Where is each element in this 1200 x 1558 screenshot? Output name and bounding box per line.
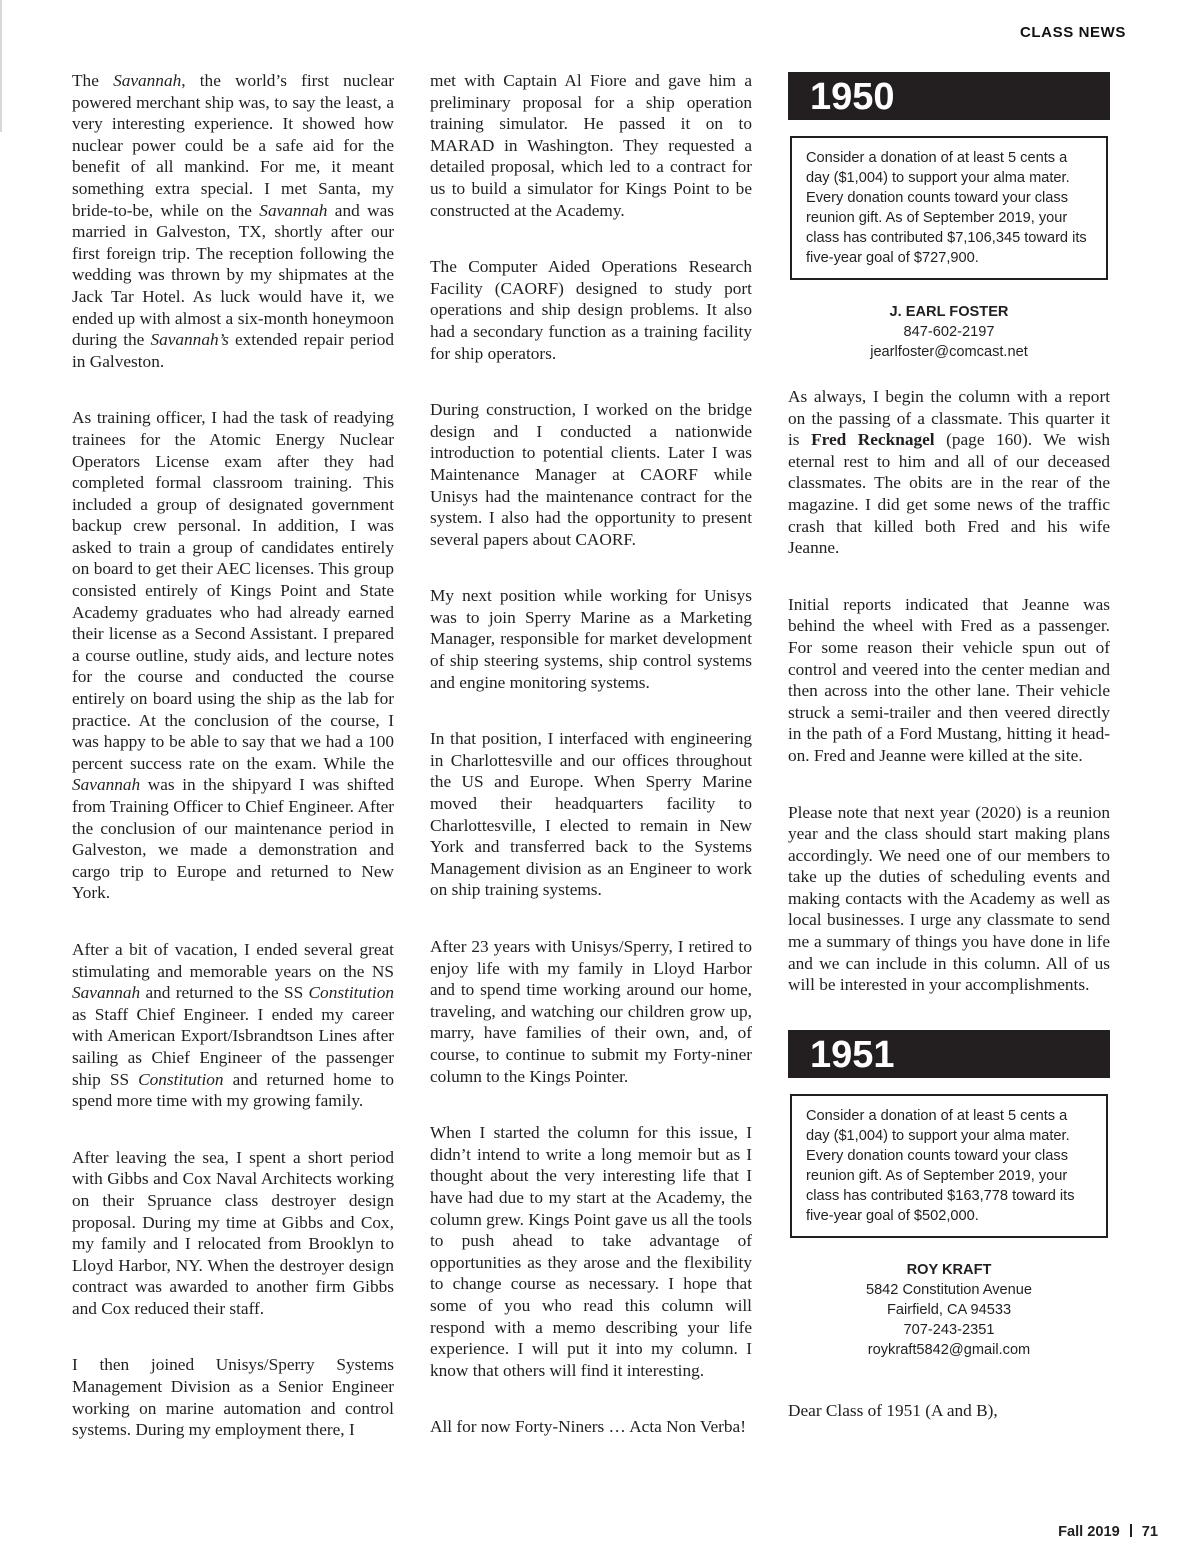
paragraph: The Computer Aided Operations Research Facility (CAORF) designed to study port operations and ship design problems. It also had a secondary function as a training facility for ship operators.	[430, 257, 752, 363]
section-label: CLASS NEWS	[1019, 24, 1126, 41]
paragraph: As always, I begin the column with a report on the passing of a classmate. This quarter it is Fred Recknagel (page 160). We wish eternal rest to him and all of our deceased classmates. The obits are in the rear of the magazine. I did get some news of the traffic crash that killed both Fred and his wife Jeanne.	[788, 387, 1111, 558]
contact-phone: 707-243-2351	[903, 1321, 995, 1338]
class-1950-contact	[788, 302, 1110, 362]
column-1	[72, 70, 394, 1441]
page-edge-mark	[0, 0, 2, 132]
paragraph: After 23 years with Unisys/Sperry, I retired to enjoy life with my family in Lloyd Harbor and to spend time working around our home, traveling, and watching our children grow up, marry, have families of their own, and, of course, to continue to submit my Forty-niner column to the Kings Pointer.	[430, 937, 752, 1086]
contact-address-line-2: Fairfield, CA 94533	[886, 1301, 1012, 1318]
footer-divider	[1130, 1524, 1132, 1537]
contact-phone: 847-602-2197	[903, 324, 995, 340]
class-1950-text	[788, 386, 1110, 996]
contact-email: jearlfoster@comcast.net	[870, 344, 1028, 360]
page-footer	[1058, 1524, 1158, 1540]
issue-label: Fall 2019	[1058, 1524, 1120, 1540]
paragraph: When I started the column for this issue, I didn’t intend to write a long memoir but as I thought about the very interesting life that I have had due to my start at the Academy, the column grew. Kings Point gave us all the tools to push ahead to take advantage of opportunities as they arose and the flexibility to change course as necessary. I hope that some of you who read this column will respond with a memo describing your life experience. I will put it into my column. I know that others will find it interesting.	[430, 1123, 752, 1380]
class-1951-donation-box: Consider a donation of at least 5 cents a day ($1,004) to support your alma mater. Every donation counts toward your class reunion gift. As of September 2019, your class has contributed $163,778 toward its five-year goal of $502,000.	[790, 1094, 1108, 1238]
paragraph: During construction, I worked on the bridge design and I conducted a nationwide introduction to potential clients. Later I was Maintenance Manager at CAORF while Unisys had the maintenance contract for the system. I also had the opportunity to present several papers about CAORF.	[430, 400, 752, 549]
class-1950-heading: 1950	[788, 72, 1110, 120]
contact-email: roykraft5842@gmail.com	[867, 1341, 1031, 1358]
class-1951-heading: 1951	[788, 1030, 1110, 1078]
paragraph: My next position while working for Unisys was to join Sperry Marine as a Marketing Manager, responsible for market development of ship steering systems, ship control systems and engine monitoring systems.	[430, 586, 752, 692]
page-number: 71	[1141, 1524, 1158, 1540]
contact-name: J. EARL FOSTER	[889, 304, 1009, 320]
paragraph: As training officer, I had the task of readying trainees for the Atomic Energy Nuclear Operators License exam after they had completed formal classroom training. This included a group of designated government backup crew personal. In addition, I was asked to train a group of candidates entirely on board to get their AEC licenses. This group consisted entirely of Kings Point and State Academy graduates who had already earned their license as a Second Assistant. I prepared a course outline, study aids, and lecture notes for the course and conducted the course entirely on board using the ship as the lab for practice. At the conclusion of the course, I was happy to be able to say that we had a 100 percent success rate on the exam. While the Savannah was in the shipyard I was shifted from Training Officer to Chief Engineer. After the conclusion of our maintenance period in Galveston, we made a demonstration and cargo trip to Europe and returned to New York.	[72, 408, 394, 903]
class-1951-contact	[788, 1260, 1110, 1360]
contact-name: ROY KRAFT	[906, 1261, 992, 1278]
paragraph: All for now Forty-Niners … Acta Non Verba!	[430, 1417, 746, 1437]
contact-address-line-1: 5842 Constitution Avenue	[865, 1281, 1033, 1298]
paragraph: The Savannah, the world’s first nuclear powered merchant ship was, to say the least, a very interesting experience. It showed how nuclear power could be a safe aid for the benefit of all mankind. For me, it meant something extra special. I met Santa, my bride-to-be, while on the Savannah and was married in Galveston, TX, shortly after our first foreign trip. The reception following the wedding was thrown by my shipmates at the Jack Tar Hotel. As luck would have it, we ended up with almost a six-month honeymoon during the Savannah’s extended repair period in Galveston.	[72, 71, 395, 371]
column-3	[788, 72, 1110, 1421]
column-2	[430, 70, 752, 1438]
paragraph: In that position, I interfaced with engineering in Charlottesville and our offices throughout the US and Europe. When Sperry Marine moved their headquarters facility to Charlottesville, I elected to remain in New York and transferred back to the Systems Management division as an Engineer to work on ship training systems.	[430, 729, 752, 900]
class-1951-greeting: Dear Class of 1951 (A and B),	[788, 1400, 998, 1420]
paragraph: After leaving the sea, I spent a short period with Gibbs and Cox Naval Architects working on their Spruance class destroyer design proposal. During my time at Gibbs and Cox, my family and I relocated from Brooklyn to Lloyd Harbor, NY. When the destroyer design contract was awarded to another firm Gibbs and Cox reduced their staff.	[72, 1147, 394, 1318]
paragraph: After a bit of vacation, I ended several great stimulating and memorable years on the NS Savannah and returned to the SS Constitution as Staff Chief Engineer. I ended my career with American Export/Isbrandtson Lines after sailing as Chief Engineer of the passenger ship SS Constitution and returned home to spend more time with my growing family.	[72, 939, 394, 1111]
class-1950-donation-box: Consider a donation of at least 5 cents a day ($1,004) to support your alma mater. Every donation counts toward your class reunion gift. As of September 2019, your class has contributed $7,106,345 toward its five-year goal of $727,900.	[790, 136, 1108, 280]
paragraph: met with Captain Al Fiore and gave him a preliminary proposal for a ship operation training simulator. He passed it on to MARAD in Washington. They requested a detailed proposal, which led to a contract for us to build a simulator for Kings Point to be constructed at the Academy.	[430, 71, 752, 220]
paragraph: I then joined Unisys/Sperry Systems Management Division as a Senior Engineer working on marine automation and control systems. During my employment there, I	[72, 1355, 394, 1440]
paragraph: Initial reports indicated that Jeanne was behind the wheel with Fred as a passenger. For some reason their vehicle spun out of control and veered into the center median and then across into the other lane. Their vehicle struck a semi-trailer and then veered directly in the path of a Ford Mustang, hitting it head-on. Fred and Jeanne were killed at the site.	[788, 594, 1110, 765]
paragraph: Please note that next year (2020) is a reunion year and the class should start making plans accordingly. We need one of our members to take up the duties of scheduling events and making contacts with the Academy as well as local businesses. I urge any classmate to send me a summary of things you have done in life and we can include in this column. All of us will be interested in your accomplishments.	[788, 802, 1110, 995]
